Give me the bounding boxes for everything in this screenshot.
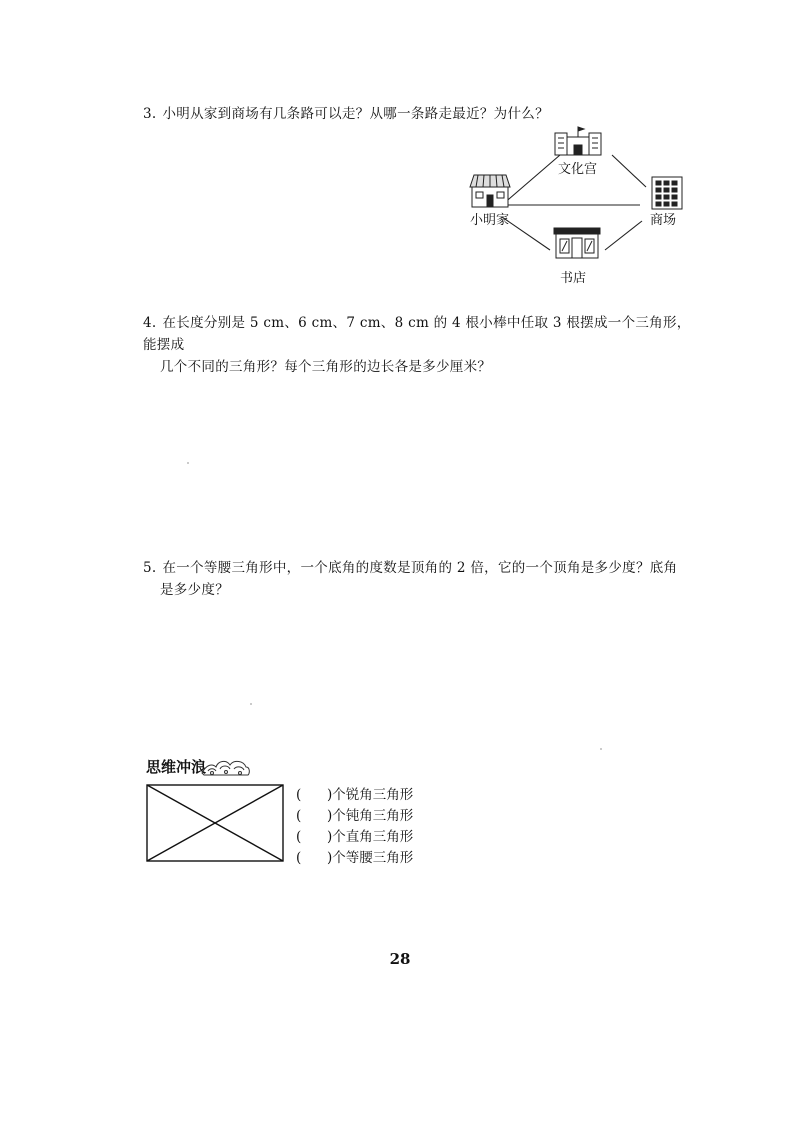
map-label-culture-palace: 文化宫: [558, 162, 598, 177]
question-4-line-2: 几个不同的三角形？每个三角形的边长各是多少厘米？: [160, 359, 492, 375]
blank-right-triangles: ( )个直角三角形: [296, 829, 414, 845]
road-culture-mall: [612, 155, 646, 187]
question-5: [143, 557, 703, 601]
question-3-text: 小明从家到商场有几条路可以走？从哪一条路走最近？为什么？: [162, 106, 549, 122]
question-5-line-1: 在一个等腰三角形中，一个底角的度数是顶角的 2 倍，它的一个顶角是多少度？底角: [162, 560, 678, 576]
question-4-number: 4.: [143, 315, 157, 331]
question-3-number: 3.: [143, 106, 157, 122]
section-title: 思维冲浪: [146, 758, 207, 776]
rectangle-diagonals-figure: [145, 783, 285, 863]
wave-decoration-icon: [200, 755, 252, 777]
road-home-culture: [502, 155, 560, 205]
map-label-home: 小明家: [470, 213, 510, 228]
mall-icon: [652, 177, 682, 209]
road-home-bookstore: [502, 217, 550, 250]
question-4: [143, 312, 703, 378]
map-label-mall: 商场: [650, 213, 677, 228]
question-4-line-1: 在长度分别是 5 cm、6 cm、7 cm、8 cm 的 4 根小棒中任取 3 根摆成一个三角形，能摆成: [143, 315, 691, 353]
scan-speck: [600, 748, 602, 750]
road-bookstore-mall: [605, 221, 642, 250]
home-icon: [470, 175, 510, 207]
page-number: 28: [389, 950, 411, 968]
culture-palace-icon: [555, 127, 601, 155]
bookstore-icon: [554, 228, 600, 258]
question-5-number: 5.: [143, 560, 157, 576]
blank-acute-triangles: ( )个锐角三角形: [296, 787, 414, 803]
scan-speck: [250, 703, 252, 705]
route-map: [460, 125, 700, 295]
question-5-line-2: 是多少度？: [160, 582, 229, 598]
map-label-bookstore: 书店: [560, 271, 587, 286]
question-3: [143, 103, 549, 125]
scan-speck: [187, 462, 189, 464]
blank-isosceles-triangles: ( )个等腰三角形: [296, 850, 414, 866]
blank-obtuse-triangles: ( )个钝角三角形: [296, 808, 414, 824]
